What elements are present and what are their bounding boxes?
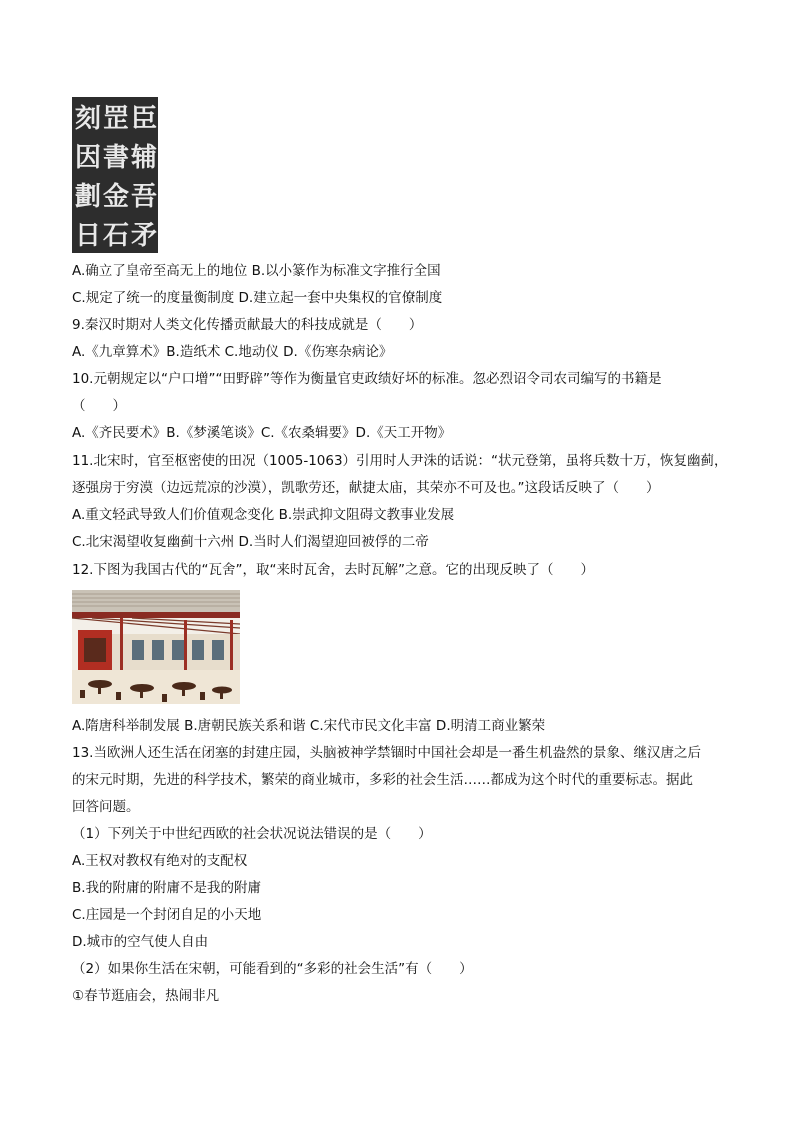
q13-sub1-option-c: C.庄园是一个封闭自足的小天地 bbox=[72, 907, 262, 923]
inscription-char: 辅 bbox=[130, 143, 157, 173]
q13-stem-line1: 13.当欧洲人还生活在闭塞的封建庄园，头脑被神学禁锢时中国社会却是一番生机盎然的景象、继汉唐之后 bbox=[72, 745, 701, 761]
inscription-column-1 bbox=[130, 97, 158, 253]
washe-illustration bbox=[72, 590, 240, 704]
stone-inscription-rubbing bbox=[72, 97, 158, 253]
q11-options-ab: A.重文轻武导致人们价值观念变化 B.崇武抑文阻碍文教事业发展 bbox=[72, 507, 455, 523]
q9-stem: 9.秦汉时期对人类文化传播贡献最大的科技成就是（ ） bbox=[72, 317, 423, 333]
inscription-char: 刻 bbox=[74, 104, 101, 134]
q13-sub2-stem: （2）如果你生活在宋朝，可能看到的“多彩的社会生活”有（ ） bbox=[72, 961, 473, 977]
q13-sub2-item-1: ①春节逛庙会，热闹非凡 bbox=[72, 988, 220, 1004]
q12-options: A.隋唐科举制发展 B.唐朝民族关系和谐 C.宋代市民文化丰富 D.明清工商业繁荣 bbox=[72, 718, 546, 734]
inscription-column-2 bbox=[102, 97, 130, 253]
inscription-char: 日 bbox=[74, 221, 101, 251]
inscription-char: 因 bbox=[74, 143, 101, 173]
inscription-char: 劃 bbox=[74, 182, 101, 212]
inscription-char: 罡 bbox=[102, 104, 129, 134]
q13-stem-line3: 回答问题。 bbox=[72, 799, 140, 815]
q10-options: A.《齐民要术》B.《梦溪笔谈》C.《农桑辑要》D.《天工开物》 bbox=[72, 425, 452, 441]
inscription-char: 吾 bbox=[130, 182, 157, 212]
inscription-char: 石 bbox=[102, 221, 129, 251]
q13-sub1-stem: （1）下列关于中世纪西欧的社会状况说法错误的是（ ） bbox=[72, 826, 432, 842]
q9-options: A.《九章算术》B.造纸术 C.地动仪 D.《伤寒杂病论》 bbox=[72, 344, 393, 360]
washe-drawing bbox=[72, 590, 240, 704]
q11-stem-line2: 逐强房于穷漠（边远荒凉的沙漠），凯歌劳还，献捷太庙，其荣亦不可及也。”这段话反映了（ ） bbox=[72, 480, 660, 496]
q8-options-cd: C.规定了统一的度量衡制度 D.建立起一套中央集权的官僚制度 bbox=[72, 290, 443, 306]
q10-stem-cont: （ ） bbox=[72, 398, 126, 414]
q12-stem: 12.下图为我国古代的“瓦舍”，取“来时瓦舍，去时瓦解”之意。它的出现反映了（ ） bbox=[72, 562, 594, 578]
inscription-char: 書 bbox=[102, 143, 129, 173]
inscription-char: 臣 bbox=[130, 104, 157, 134]
q8-options-ab: A.确立了皇帝至高无上的地位 B.以小篆作为标准文字推行全国 bbox=[72, 263, 441, 279]
q10-stem: 10.元朝规定以“户口增”“田野辟”等作为衡量官吏政绩好坏的标准。忽必烈诏令司农司编写的书籍是 bbox=[72, 371, 662, 387]
inscription-column-3 bbox=[74, 97, 102, 253]
q11-stem-line1: 11.北宋时，官至枢密使的田况（1005-1063）引用时人尹洙的话说：“状元登第，虽将兵数十万，恢复幽蓟， bbox=[72, 453, 728, 469]
q13-stem-line2: 的宋元时期，先进的科学技术，繁荣的商业城市，多彩的社会生活……都成为这个时代的重要标志。据此 bbox=[72, 772, 693, 788]
q11-options-cd: C.北宋渴望收复幽蓟十六州 D.当时人们渴望迎回被俘的二帝 bbox=[72, 534, 429, 550]
inscription-char: 矛 bbox=[130, 221, 157, 251]
inscription-char: 金 bbox=[102, 182, 129, 212]
q13-sub1-option-d: D.城市的空气使人自由 bbox=[72, 934, 209, 950]
q13-sub1-option-b: B.我的附庸的附庸不是我的附庸 bbox=[72, 880, 262, 896]
q13-sub1-option-a: A.王权对教权有绝对的支配权 bbox=[72, 853, 248, 869]
